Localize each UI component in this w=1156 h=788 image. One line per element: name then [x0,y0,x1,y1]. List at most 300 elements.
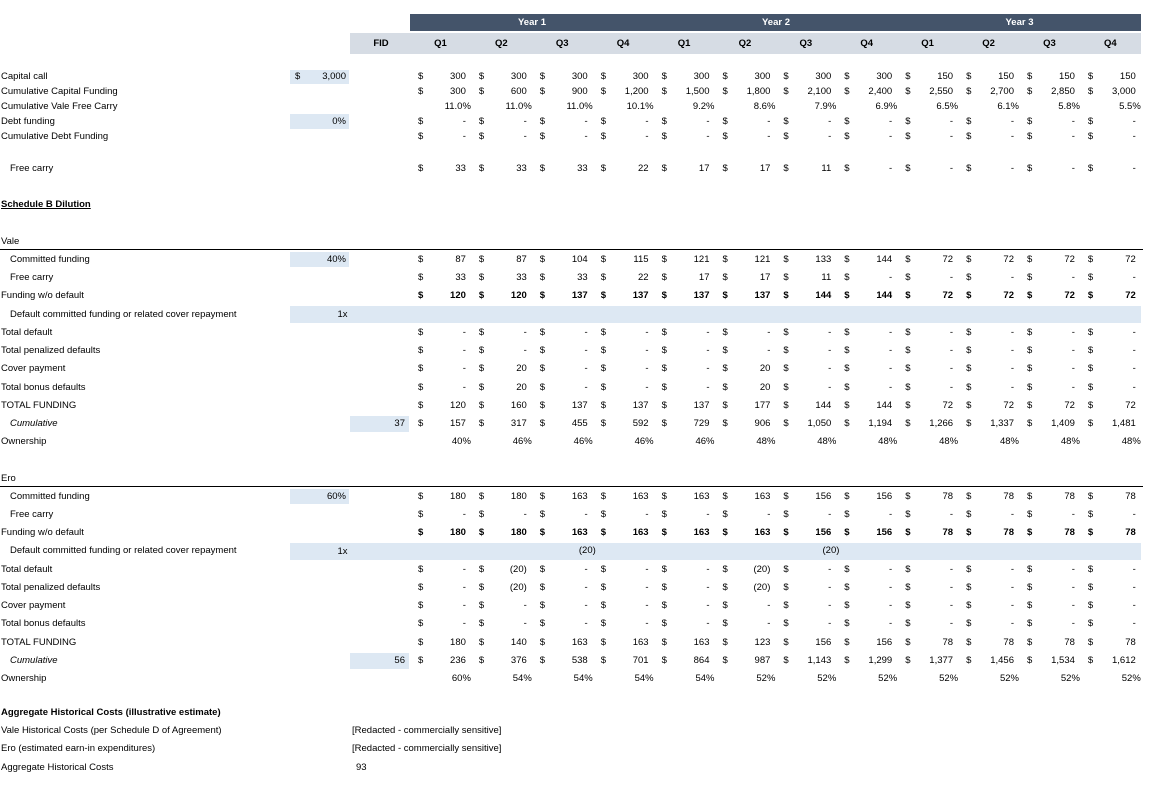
cell-value: 120 [450,290,466,301]
cell-value: 1,200 [624,86,649,97]
cell-value: (20) [509,564,527,575]
row-label: Cover payment [1,600,66,611]
currency-symbol: $ [1027,527,1033,538]
cell-value: 48% [1060,436,1080,447]
row-label: Ownership [1,436,47,447]
cell-value: - [584,327,588,338]
cell-value: - [523,116,527,127]
currency-symbol: $ [478,509,485,520]
cell-value: - [1010,272,1014,283]
cell-value: 1,409 [1051,418,1075,429]
currency-symbol: $ [783,71,789,82]
currency-symbol: $ [418,71,424,82]
currency-symbol: $ [905,509,911,520]
cell-value: - [767,345,771,356]
cell-value: - [1132,509,1136,520]
vale-committed-input[interactable]: 40% [326,254,346,265]
ero-committed-input[interactable]: 60% [326,491,346,502]
cell-value: 11.0% [444,101,471,112]
cell-value: 52% [878,673,898,684]
cell-value: 17 [759,272,771,283]
currency-symbol: $ [661,564,667,575]
currency-symbol: $ [661,582,667,593]
cell-value: 17 [698,163,710,174]
currency-symbol: $ [905,418,911,429]
vale-section-rule [0,249,1143,250]
currency-symbol: $ [844,116,850,127]
currency-symbol: $ [844,509,850,520]
currency-symbol: $ [722,363,728,374]
currency-symbol: $ [844,491,850,502]
cell-value: - [1132,582,1136,593]
cell-value: 78 [1003,637,1014,648]
currency-symbol: $ [539,527,546,538]
currency-symbol: $ [539,600,546,611]
cell-value: 163 [754,491,771,502]
currency-symbol: $ [783,163,789,174]
currency-symbol: $ [844,345,850,356]
cell-value: 1,299 [868,655,893,666]
currency-symbol: $ [661,418,667,429]
cell-value: 78 [942,527,954,538]
cell-value: 5.8% [1058,101,1080,112]
cell-value: 72 [1125,254,1136,265]
cell-value: 2,550 [929,86,954,97]
currency-symbol: $ [783,400,789,411]
cell-value: - [1071,163,1075,174]
capital-call-input[interactable]: 3,000 [322,71,346,82]
cell-value: 144 [876,290,893,301]
currency-symbol: $ [966,527,972,538]
currency-symbol: $ [783,272,789,283]
cell-value: - [949,116,954,127]
currency-symbol: $ [661,254,667,265]
cell-value: - [889,131,893,142]
cell-value: - [645,363,649,374]
currency-symbol: $ [1087,564,1094,575]
row-label: TOTAL FUNDING [1,400,77,411]
aggregate-row-value: [Redacted - commercially sensitive] [352,743,502,754]
currency-symbol: $ [600,382,606,393]
cell-value: 2,100 [807,86,832,97]
currency-symbol: $ [1087,418,1094,429]
quarter-header: Q1 [434,38,447,49]
cell-value: 300 [450,71,466,82]
currency-symbol: $ [905,382,911,393]
vale-default-row-band[interactable] [290,306,1141,323]
cell-value: 22 [638,163,649,174]
ero-default-multiplier[interactable]: 1x [337,546,348,557]
aggregate-row-value: [Redacted - commercially sensitive] [352,725,502,736]
currency-symbol: $ [1087,600,1094,611]
currency-symbol: $ [661,382,667,393]
currency-symbol: $ [966,272,972,283]
cell-value: 137 [693,400,710,411]
year-header: Year 1 [518,17,546,28]
cell-value: - [462,363,466,374]
row-label: Funding w/o default [1,290,84,301]
debt-funding-input[interactable]: 0% [332,116,346,127]
quarter-header: Q2 [738,38,752,49]
cell-value: - [584,564,588,575]
currency-symbol: $ [783,655,789,666]
currency-symbol: $ [844,418,850,429]
year-header: Year 3 [1005,17,1034,28]
currency-symbol: $ [844,655,850,666]
cell-value: 115 [633,254,649,265]
currency-symbol: $ [600,527,606,538]
vale-default-multiplier[interactable]: 1x [337,309,348,320]
currency-symbol: $ [783,131,789,142]
currency-symbol: $ [905,564,911,575]
currency-symbol: $ [966,400,972,411]
cell-value: 163 [632,527,649,538]
cell-value: 455 [571,418,588,429]
currency-symbol: $ [905,116,911,127]
aggregate-row-label: Aggregate Historical Costs [1,762,114,773]
cell-value: - [828,564,832,575]
quarter-header: Q3 [1043,38,1056,49]
cell-value: 54% [634,673,654,684]
cell-value: 137 [571,400,588,411]
cell-value: 150 [1059,71,1075,82]
cell-value: 137 [632,290,649,301]
currency-symbol: $ [905,637,911,648]
cell-value: 156 [815,637,832,648]
currency-symbol: $ [966,327,972,338]
currency-symbol: $ [844,637,850,648]
quarter-header: Q3 [799,38,813,49]
cell-value: - [1010,564,1014,575]
cell-value: - [889,345,893,356]
cell-value: 133 [815,254,832,265]
currency-symbol: $ [844,400,850,411]
currency-symbol: $ [905,527,911,538]
cell-value: - [1010,327,1014,338]
currency-symbol: $ [905,582,911,593]
currency-symbol: $ [661,637,667,648]
cell-value: 52% [756,673,776,684]
cell-value: - [584,116,588,127]
aggregate-row-label: Vale Historical Costs (per Schedule D of Agreement) [1,725,222,736]
currency-symbol: $ [661,345,667,356]
cell-value: 300 [693,71,710,82]
currency-symbol: $ [783,327,789,338]
currency-symbol: $ [600,655,606,666]
row-label: TOTAL FUNDING [1,637,77,648]
currency-symbol: $ [1027,327,1033,338]
currency-symbol: $ [418,618,424,629]
cell-value: - [949,163,954,174]
cell-value: 11.0% [505,101,532,112]
cell-value: 72 [1064,254,1075,265]
cell-value: - [462,582,466,593]
cell-value: 72 [1125,290,1136,301]
cell-value: 1,194 [868,418,893,429]
ero-default-row-band[interactable] [290,543,1141,560]
currency-symbol: $ [478,86,485,97]
cell-value: - [889,564,893,575]
cell-value: - [645,382,649,393]
currency-symbol: $ [539,637,546,648]
cell-value: 40% [451,436,471,447]
cell-value: 54% [695,673,715,684]
cell-value: (20) [578,545,596,556]
cell-value: 78 [1064,527,1075,538]
currency-symbol: $ [1087,400,1094,411]
cell-value: (20) [753,564,771,575]
capital-call-input-currency: $ [295,71,301,82]
currency-symbol: $ [661,363,667,374]
currency-symbol: $ [418,163,424,174]
cell-value: - [1010,116,1014,127]
cell-value: - [645,116,649,127]
currency-symbol: $ [966,290,972,301]
cell-value: - [1071,382,1075,393]
currency-symbol: $ [478,564,485,575]
cell-value: - [1071,116,1075,127]
currency-symbol: $ [783,116,789,127]
currency-symbol: $ [661,86,667,97]
cell-value: - [706,509,710,520]
currency-symbol: $ [844,582,850,593]
cell-value: - [523,327,527,338]
currency-symbol: $ [1027,491,1033,502]
currency-symbol: $ [478,345,485,356]
cell-value: - [706,618,710,629]
currency-symbol: $ [418,327,424,338]
row-label: Free carry [10,163,54,174]
cell-value: 137 [754,290,771,301]
cell-value: 1,337 [990,418,1014,429]
currency-symbol: $ [966,116,972,127]
currency-symbol: $ [418,400,424,411]
currency-symbol: $ [539,86,546,97]
currency-symbol: $ [844,363,850,374]
currency-symbol: $ [478,637,485,648]
currency-symbol: $ [539,290,546,301]
currency-symbol: $ [905,363,911,374]
currency-symbol: $ [1087,163,1094,174]
cell-value: - [584,345,588,356]
currency-symbol: $ [478,131,485,142]
currency-symbol: $ [1027,618,1033,629]
cell-value: 52% [939,673,959,684]
cell-value: 1,266 [929,418,954,429]
currency-symbol: $ [783,582,789,593]
cell-value: - [828,382,832,393]
currency-symbol: $ [1087,582,1094,593]
cell-value: - [462,116,466,127]
currency-symbol: $ [1087,618,1094,629]
currency-symbol: $ [783,564,789,575]
cell-value: 180 [450,491,466,502]
row-label: Default committed funding or related cover repayment [10,545,237,556]
row-label: Cumulative [10,418,58,429]
cell-value: 180 [510,527,527,538]
cell-value: - [523,509,527,520]
currency-symbol: $ [1027,582,1033,593]
currency-symbol: $ [600,618,606,629]
cell-value: 1,534 [1051,655,1075,666]
cell-value: - [828,600,832,611]
currency-symbol: $ [905,345,911,356]
cell-value: - [706,600,710,611]
cell-value: 120 [510,290,527,301]
currency-symbol: $ [661,131,667,142]
currency-symbol: $ [418,272,424,283]
cell-value: - [1071,618,1075,629]
cell-value: - [767,116,771,127]
cell-value: - [1132,131,1136,142]
currency-symbol: $ [905,327,911,338]
currency-symbol: $ [844,71,850,82]
currency-symbol: $ [722,290,728,301]
cell-value: - [949,564,954,575]
cell-value: 48% [1121,436,1141,447]
cell-value: - [949,327,954,338]
currency-symbol: $ [1087,86,1094,97]
vale-title: Vale [1,236,20,247]
cell-value: - [1132,618,1136,629]
cell-value: 22 [638,272,649,283]
currency-symbol: $ [600,418,606,429]
currency-symbol: $ [539,418,546,429]
cell-value: - [584,582,588,593]
cell-value: 236 [450,655,466,666]
currency-symbol: $ [905,86,911,97]
currency-symbol: $ [478,655,485,666]
cell-value: 160 [510,400,527,411]
cell-value: 156 [876,527,893,538]
currency-symbol: $ [600,327,606,338]
cell-value: 3,000 [1112,86,1136,97]
currency-symbol: $ [722,418,728,429]
currency-symbol: $ [722,564,728,575]
cell-value: - [706,345,710,356]
cell-value: - [889,582,893,593]
currency-symbol: $ [661,527,667,538]
cell-value: - [462,600,466,611]
currency-symbol: $ [418,509,424,520]
row-label: Capital call [1,71,48,82]
currency-symbol: $ [1087,345,1094,356]
cell-value: - [1071,600,1075,611]
cell-value: 54% [512,673,532,684]
cell-value: - [462,564,466,575]
cell-value: - [645,618,649,629]
cell-value: - [462,509,466,520]
cell-value: 163 [632,491,649,502]
cell-value: 121 [693,254,710,265]
cell-value: - [462,131,466,142]
cell-value: 987 [754,655,771,666]
currency-symbol: $ [600,509,606,520]
currency-symbol: $ [661,272,667,283]
cell-value: 72 [1125,400,1136,411]
currency-symbol: $ [722,400,728,411]
currency-symbol: $ [539,327,546,338]
currency-symbol: $ [478,618,485,629]
cell-value: - [889,382,893,393]
currency-symbol: $ [418,564,424,575]
aggregate-row-label: Ero (estimated earn-in expenditures) [1,743,156,754]
cell-value: 33 [516,272,527,283]
cell-value: 864 [693,655,710,666]
cell-value: 46% [695,436,715,447]
cell-value: 317 [510,418,527,429]
currency-symbol: $ [783,345,789,356]
cell-value: - [889,618,893,629]
cell-value: 2,850 [1051,86,1075,97]
currency-symbol: $ [966,131,972,142]
row-label: Cumulative Debt Funding [1,131,109,142]
currency-symbol: $ [539,116,546,127]
cell-value: 300 [876,71,893,82]
currency-symbol: $ [905,400,911,411]
currency-symbol: $ [1027,418,1033,429]
cell-value: 78 [942,637,954,648]
cell-value: - [645,582,649,593]
cell-value: 163 [571,637,588,648]
currency-symbol: $ [478,71,485,82]
cell-value: - [1132,564,1136,575]
currency-symbol: $ [966,86,972,97]
currency-symbol: $ [966,564,972,575]
currency-symbol: $ [1087,131,1094,142]
row-label: Total bonus defaults [1,382,86,393]
row-label: Total penalized defaults [1,582,101,593]
cell-value: 120 [450,400,466,411]
cell-value: 52% [1121,673,1141,684]
cell-value: 20 [759,382,771,393]
cell-value: - [767,327,771,338]
currency-symbol: $ [600,600,606,611]
currency-symbol: $ [1087,655,1094,666]
currency-symbol: $ [905,272,911,283]
cell-value: 33 [455,163,466,174]
cell-value: - [462,382,466,393]
cell-value: 163 [571,491,588,502]
cell-value: 46% [573,436,593,447]
currency-symbol: $ [661,509,667,520]
currency-symbol: $ [844,618,850,629]
currency-symbol: $ [539,345,546,356]
row-label: Total default [1,327,53,338]
cell-value: - [1132,600,1136,611]
cell-value: - [645,327,649,338]
cell-value: - [706,131,710,142]
currency-symbol: $ [539,400,546,411]
cell-value: 144 [876,400,893,411]
vale-fid-cumulative: 37 [394,418,405,429]
cell-value: 87 [455,254,466,265]
cell-value: - [889,163,893,174]
currency-symbol: $ [418,418,424,429]
currency-symbol: $ [722,86,728,97]
cell-value: 104 [571,254,588,265]
cell-value: 177 [754,400,771,411]
currency-symbol: $ [539,71,546,82]
currency-symbol: $ [1027,254,1033,265]
quarter-header: Q4 [616,38,630,49]
cell-value: 1,050 [807,418,832,429]
fid-header: FID [373,38,389,49]
cell-value: 48% [878,436,898,447]
cell-value: - [523,131,527,142]
cell-value: - [584,509,588,520]
cell-value: 20 [516,382,527,393]
